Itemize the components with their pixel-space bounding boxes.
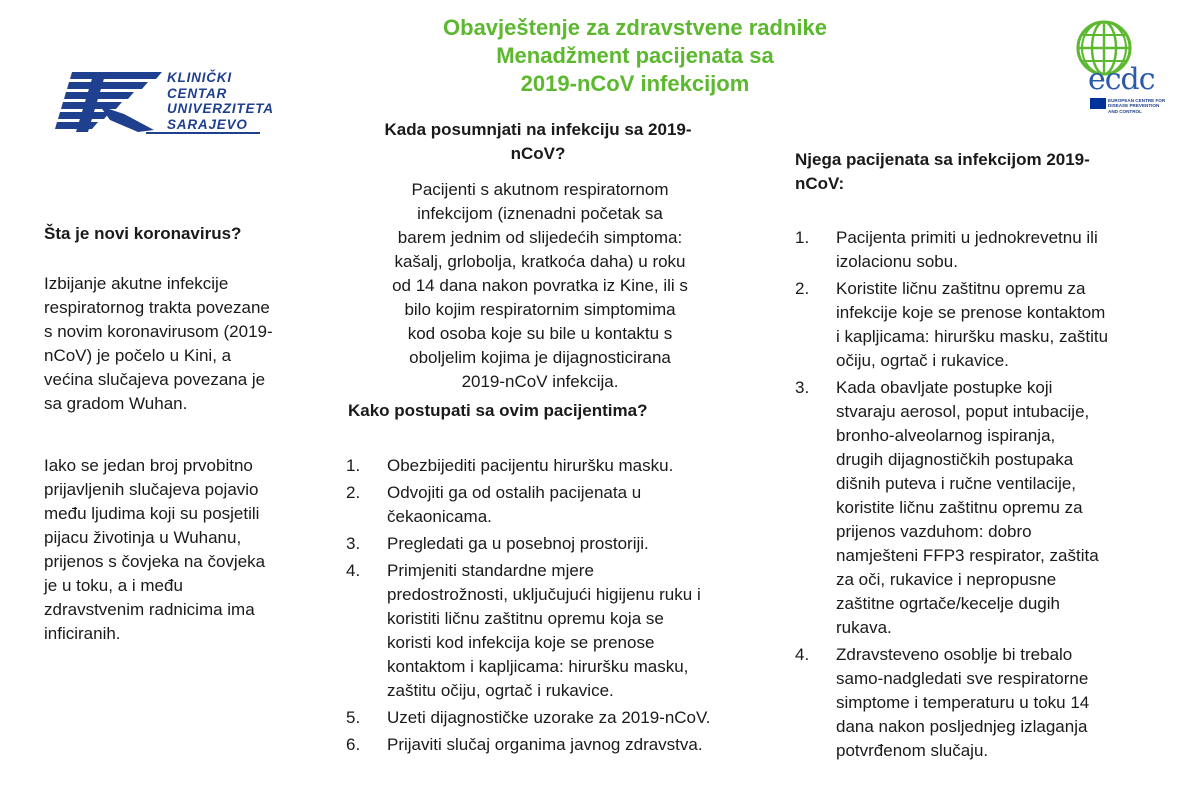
list-item	[346, 454, 766, 478]
list-item	[346, 532, 766, 556]
text-line: je u toku, a i među	[44, 576, 183, 595]
text-line: Izbijanje akutne infekcije	[44, 274, 229, 293]
list-item	[346, 706, 766, 730]
ecdc-caption-line: AND CONTROL	[1108, 108, 1142, 114]
list-line: izolacionu sobu.	[836, 252, 958, 271]
list-number: 3.	[346, 534, 361, 553]
middle-heading-2	[348, 399, 647, 423]
list-line: za oči, rukavice i nepropusne	[836, 570, 1057, 589]
text-line: Pacijenti s akutnom respiratornom	[411, 180, 669, 199]
list-line: Pregledati ga u posebnoj prostoriji.	[387, 534, 649, 553]
text-line: infekcijom (iznenadni početak sa	[417, 204, 663, 223]
list-line: prijenos vazduhom: dobro	[836, 522, 1032, 541]
text-line: inficiranih.	[44, 624, 121, 643]
list-line: koristi kod infekcija koje se prenose	[387, 633, 655, 652]
list-item	[346, 733, 766, 757]
list-line: Obezbijediti pacijentu hiruršku masku.	[387, 456, 674, 475]
right-list	[795, 226, 1185, 766]
heading-line: Kako postupati sa ovim pacijentima?	[348, 401, 648, 420]
list-line: dana nakon posljednjeg izlaganja	[836, 717, 1088, 736]
text-line: oboljelim kojima je dijagnosticirana	[409, 348, 671, 367]
list-line: zaštitu očiju, ogrtač i rukavice.	[387, 681, 614, 700]
text-line: od 14 dana nakon povratka iz Kine, ili s	[392, 276, 688, 295]
middle-intro	[340, 178, 740, 394]
ecdc-caption	[1108, 98, 1192, 114]
ecdc-caption-line: EUROPEAN CENTRE FOR	[1108, 98, 1166, 103]
kcus-logo	[50, 68, 274, 140]
title-line: Obavještenje za zdravstvene radnike	[443, 15, 827, 40]
list-line: namješteni FFP3 respirator, zaštita	[836, 546, 1099, 565]
list-line: Primjeniti standardne mjere	[387, 561, 594, 580]
eu-flag-icon	[1090, 98, 1106, 109]
kcus-line: KLINIČKI	[167, 70, 232, 85]
list-line: potvrđenom slučaju.	[836, 741, 989, 760]
list-line: drugih dijagnostičkih postupaka	[836, 450, 1074, 469]
list-line: Uzeti dijagnostičke uzorake za 2019-nCoV.	[387, 708, 711, 727]
list-line: samo-nadgledati sve respiratorne	[836, 669, 1089, 688]
list-line: zaštitne ogrtače/kecelje dugih	[836, 594, 1060, 613]
ecdc-wordmark: ecdc	[1088, 62, 1155, 97]
list-line: Prijaviti slučaj organima javnog zdravstva.	[387, 735, 703, 754]
text-line: zdravstvenim radnicima ima	[44, 600, 255, 619]
list-item	[795, 226, 1185, 274]
list-number: 2.	[795, 279, 810, 298]
middle-heading-1	[358, 118, 718, 166]
list-line: Zdravsteveno osoblje bi trebalo	[836, 645, 1073, 664]
left-heading-text: Šta je novi koronavirus?	[44, 224, 242, 243]
list-line: i kapljicama: hiruršku masku, zaštitu	[836, 327, 1109, 346]
list-line: stvaraju aerosol, poput intubacije,	[836, 402, 1090, 421]
list-item	[346, 559, 766, 703]
text-line: među ljudima koji su posjetili	[44, 504, 260, 523]
left-paragraph-1	[44, 272, 273, 416]
list-line: dišnih puteva i ručne ventilacije,	[836, 474, 1077, 493]
list-number: 5.	[346, 708, 361, 727]
middle-list	[346, 454, 766, 760]
list-line: bronho-alveolarnog ispiranja,	[836, 426, 1056, 445]
list-line: čekaonicama.	[387, 507, 492, 526]
list-number: 1.	[795, 228, 810, 247]
title-line: 2019-nCoV infekcijom	[520, 71, 750, 96]
right-heading	[795, 148, 1090, 196]
list-item	[795, 376, 1185, 640]
kcus-line: UNIVERZITETA	[167, 101, 274, 116]
list-line: očiju, ogrtač i rukavice.	[836, 351, 1009, 370]
text-line: pijacu životinja u Wuhanu,	[44, 528, 242, 547]
text-line: prijavljenih slučajeva pojavio	[44, 480, 259, 499]
list-number: 4.	[346, 561, 361, 580]
list-line: Koristite ličnu zaštitnu opremu za	[836, 279, 1086, 298]
list-line: simptome i temperaturu u toku 14	[836, 693, 1090, 712]
list-line: Pacijenta primiti u jednokrevetnu ili	[836, 228, 1098, 247]
list-line: rukava.	[836, 618, 892, 637]
text-line: kod osoba koje su bile u kontaktu s	[407, 324, 673, 343]
kcus-line: SARAJEVO	[167, 116, 248, 132]
list-item	[795, 643, 1185, 763]
text-line: s novim koronavirusom (2019-	[44, 322, 273, 341]
text-line: bilo kojim respiratornim simptomima	[404, 300, 676, 319]
heading-line: nCoV:	[795, 174, 845, 193]
heading-line: Njega pacijenata sa infekcijom 2019-	[795, 150, 1090, 169]
title-line: Menadžment pacijenata sa	[496, 43, 774, 68]
ecdc-logo	[1062, 18, 1192, 116]
list-number: 4.	[795, 645, 810, 664]
text-line: 2019-nCoV infekcija.	[461, 372, 619, 391]
text-line: nCoV) je počelo u Kini, a	[44, 346, 232, 365]
list-number: 1.	[346, 456, 361, 475]
list-line: Kada obavljate postupke koji	[836, 378, 1053, 397]
heading-line: nCoV?	[510, 144, 566, 163]
list-line: Odvojiti ga od ostalih pacijenata u	[387, 483, 642, 502]
list-number: 6.	[346, 735, 361, 754]
text-line: Iako se jedan broj prvobitno	[44, 456, 253, 475]
text-line: kašalj, grlobolja, kratkoća daha) u roku	[394, 252, 686, 271]
heading-line: Kada posumnjati na infekciju sa 2019-	[384, 120, 692, 139]
list-item	[346, 481, 766, 529]
left-heading	[44, 222, 241, 246]
ecdc-caption-line: DISEASE PREVENTION	[1108, 103, 1160, 109]
list-line: koristite ličnu zaštitnu opremu za	[836, 498, 1083, 517]
kcus-line: CENTAR	[167, 85, 228, 101]
kcus-name	[167, 70, 274, 132]
left-paragraph-2	[44, 454, 265, 646]
list-line: koristiti ličnu zaštitnu opremu koja se	[387, 609, 664, 628]
list-item	[795, 277, 1185, 373]
text-line: prijenos s čovjeka na čovjeka	[44, 552, 266, 571]
list-line: kontaktom i kapljicama: hiruršku masku,	[387, 657, 689, 676]
text-line: sa gradom Wuhan.	[44, 394, 188, 413]
text-line: većina slučajeva povezana je	[44, 370, 266, 389]
list-number: 2.	[346, 483, 361, 502]
text-line: barem jednim od slijedećih simptoma:	[397, 228, 683, 247]
page-title	[330, 14, 940, 98]
text-line: respiratornog trakta povezane	[44, 298, 270, 317]
list-line: predostrožnosti, uključujući higijenu ruku i	[387, 585, 701, 604]
list-number: 3.	[795, 378, 810, 397]
list-line: infekcije koje se prenose kontaktom	[836, 303, 1106, 322]
